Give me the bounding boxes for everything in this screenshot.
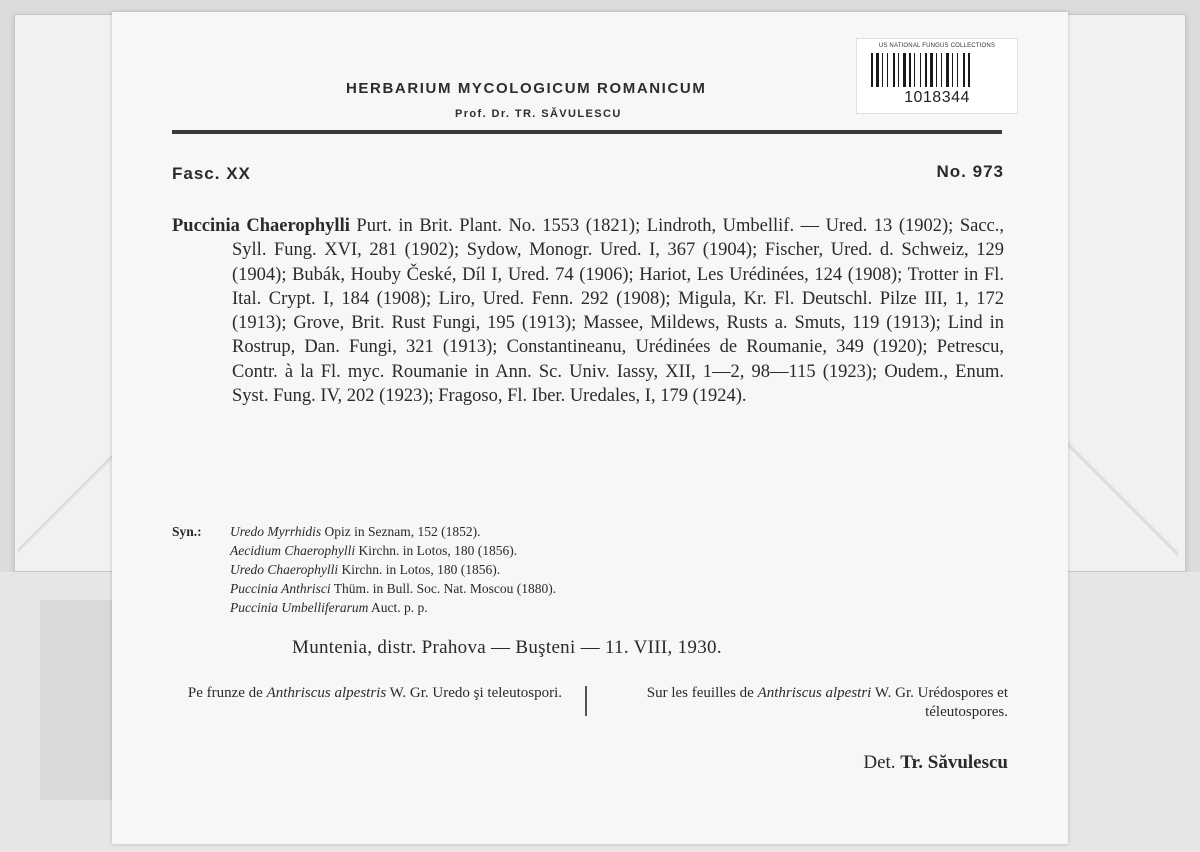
specimen-number: No. 973 <box>936 162 1004 181</box>
host-ro-prefix: Pe frunze de <box>187 685 263 701</box>
barcode-sticker <box>856 38 1018 114</box>
synonym-name: Uredo Chaerophylli <box>230 562 339 577</box>
herbarium-curator: Prof. Dr. TR. SĂVULESCU <box>455 108 622 120</box>
sheet-shadow <box>40 600 120 800</box>
host-french <box>612 684 1008 722</box>
synonym-item <box>230 560 556 579</box>
synonym-name: Puccinia Anthrisci <box>230 581 331 596</box>
envelope-fold-left <box>18 440 118 560</box>
synonyms-label: Syn.: <box>172 524 202 539</box>
species-citation <box>172 214 1004 408</box>
barcode-caption: US NATIONAL FUNGUS COLLECTIONS <box>878 43 996 49</box>
host-romanian <box>172 684 562 703</box>
species-name: Puccinia Chaerophylli <box>172 216 350 236</box>
host-fr-suffix: W. Gr. Urédospores et téleutospores. <box>874 685 1008 720</box>
synonym-citation: Kirchn. in Lotos, 180 (1856). <box>358 543 518 558</box>
herbarium-title: HERBARIUM MYCOLOGICUM ROMANICUM <box>346 80 707 97</box>
synonym-name: Aecidium Chaerophylli <box>230 543 356 558</box>
barcode-number: 1018344 <box>904 89 970 106</box>
synonym-citation: Thüm. in Bull. Soc. Nat. Moscou (1880). <box>333 581 557 596</box>
host-fr-plant: Anthriscus alpestri <box>757 685 872 701</box>
synonym-name: Uredo Myrrhidis <box>230 524 322 539</box>
determiner-prefix: Det. <box>863 752 896 773</box>
column-divider <box>585 686 587 716</box>
synonym-citation: Kirchn. in Lotos, 180 (1856). <box>341 562 501 577</box>
synonyms-list <box>230 522 556 617</box>
envelope-fold-right <box>1068 440 1178 560</box>
host-fr-prefix: Sur les feuilles de <box>646 685 754 701</box>
barcode-icon <box>871 53 1003 87</box>
citation-text: Purt. in Brit. Plant. No. 1553 (1821); Lindroth, Umbellif. — Ured. 13 (1902); Sacc., Syll. Fung. XVI, 281 (1902); Sydow, Monogr. Ured. I, 367 (1904); Fischer, Ured. d. Schweiz, 129 (1904); Bubák, Houby České, Díl I, Ured. 74 (1906); Hariot, Les Urédinées, 124 (1908); Trotter in Fl. Ital. Crypt. I, 184 (1908); Liro, Ured. Fenn. 292 (1908); Migula, Kr. Fl. Deutschl. Pilze III, 1, 172 (1913); Grove, Brit. Rust Fungi, 195 (1913); Massee, Mildews, Rusts a. Smuts, 119 (1913); Lind in Rostrup, Dan. Fungi, 321 (1913); Constantineanu, Urédinées de Roumanie, 349 (1920); Petrescu, Contr. à la Fl. myc. Roumanie in Ann. Sc. Univ. Iassy, XII, 1—2, 98—115 (1923); Oudem., Enum. Syst. Fung. IV, 202 (1923); Fragoso, Fl. Iber. Uredales, I, 179 (1924). <box>232 216 1004 407</box>
collection-locality: Muntenia, distr. Prahova — Buşteni — 11. VIII, 1930. <box>292 637 722 658</box>
host-ro-suffix: W. Gr. Uredo şi teleutospori. <box>389 685 562 701</box>
header-rule <box>172 130 1002 134</box>
synonym-name: Puccinia Umbelliferarum <box>230 600 369 615</box>
host-ro-plant: Anthriscus alpestris <box>266 685 387 701</box>
synonym-item <box>230 598 556 617</box>
synonym-item <box>230 579 556 598</box>
determiner-name: Tr. Săvulescu <box>900 752 1008 773</box>
determiner-line <box>760 752 1008 774</box>
synonym-item <box>230 541 556 560</box>
synonym-item <box>230 522 556 541</box>
synonym-citation: Opiz in Seznam, 152 (1852). <box>324 524 481 539</box>
fascicle-label: Fasc. XX <box>172 164 251 183</box>
synonym-citation: Auct. p. p. <box>371 600 428 615</box>
